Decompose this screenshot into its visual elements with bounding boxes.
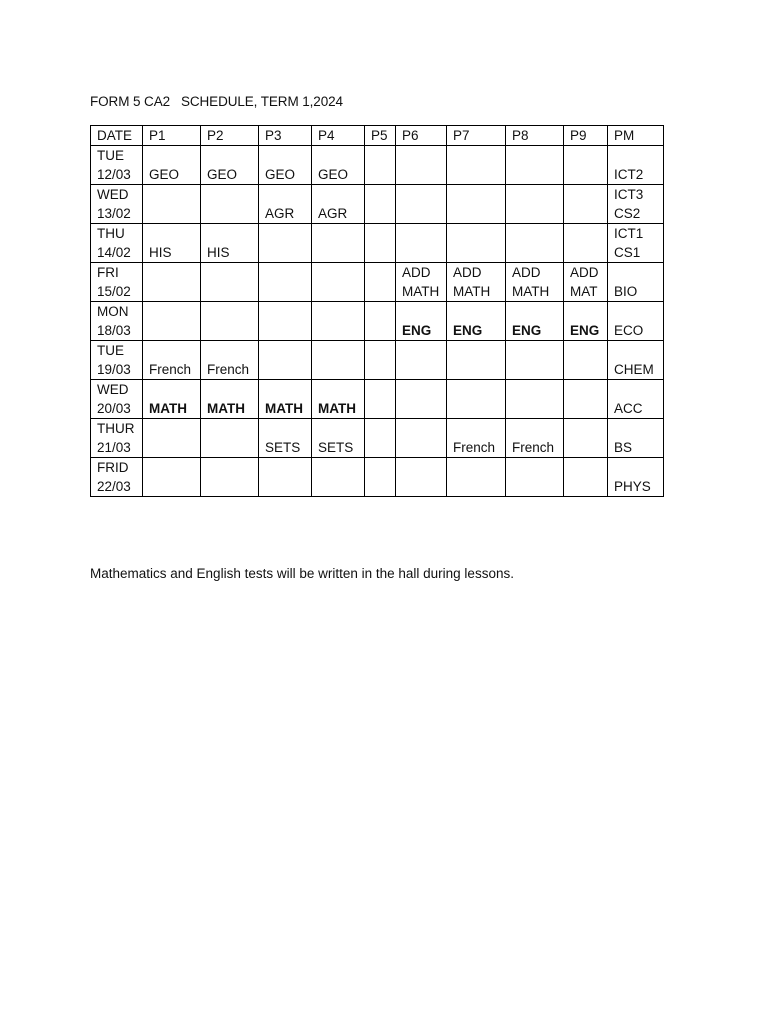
schedule-cell bbox=[312, 458, 365, 497]
schedule-cell bbox=[312, 185, 365, 224]
schedule-cell bbox=[259, 458, 312, 497]
schedule-cell bbox=[396, 302, 447, 341]
cell-line: MATH bbox=[265, 401, 303, 416]
schedule-cell bbox=[396, 341, 447, 380]
schedule-cell bbox=[259, 185, 312, 224]
day-label: THU bbox=[97, 226, 125, 241]
date-label: 12/03 bbox=[97, 167, 131, 182]
schedule-cell bbox=[201, 380, 259, 419]
cell-line: GEO bbox=[318, 167, 349, 182]
date-cell bbox=[91, 146, 143, 185]
column-header: P8 bbox=[506, 126, 564, 146]
schedule-cell bbox=[564, 302, 608, 341]
schedule-cell bbox=[608, 302, 664, 341]
schedule-cell bbox=[447, 419, 506, 458]
schedule-cell bbox=[506, 341, 564, 380]
schedule-cell bbox=[608, 458, 664, 497]
schedule-cell bbox=[143, 458, 201, 497]
date-cell bbox=[91, 419, 143, 458]
schedule-cell bbox=[506, 458, 564, 497]
schedule-cell bbox=[447, 341, 506, 380]
cell-line: French bbox=[453, 440, 496, 455]
schedule-cell bbox=[143, 224, 201, 263]
day-label: TUE bbox=[97, 343, 124, 358]
header-row bbox=[91, 126, 664, 146]
date-label: 14/02 bbox=[97, 245, 131, 260]
schedule-cell bbox=[447, 302, 506, 341]
schedule-cell bbox=[259, 224, 312, 263]
cell-line: AGR bbox=[265, 206, 295, 221]
cell-line: ADD bbox=[570, 265, 599, 280]
column-header: PM bbox=[608, 126, 664, 146]
schedule-cell bbox=[143, 263, 201, 302]
schedule-cell bbox=[608, 146, 664, 185]
schedule-cell bbox=[365, 224, 396, 263]
cell-line: MATH bbox=[453, 284, 491, 299]
cell-line: MATH bbox=[402, 284, 440, 299]
schedule-cell bbox=[396, 380, 447, 419]
schedule-cell bbox=[564, 341, 608, 380]
schedule-cell bbox=[143, 185, 201, 224]
day-label: THUR bbox=[97, 421, 135, 436]
schedule-cell bbox=[201, 458, 259, 497]
schedule-cell bbox=[447, 458, 506, 497]
schedule-cell bbox=[608, 341, 664, 380]
column-header: P3 bbox=[259, 126, 312, 146]
cell-line: French bbox=[512, 440, 555, 455]
date-label: 22/03 bbox=[97, 479, 131, 494]
schedule-cell bbox=[259, 263, 312, 302]
schedule-cell bbox=[312, 263, 365, 302]
schedule-cell bbox=[259, 380, 312, 419]
schedule-cell bbox=[259, 146, 312, 185]
schedule-cell bbox=[506, 419, 564, 458]
cell-line: ENG bbox=[453, 323, 483, 338]
column-header: P9 bbox=[564, 126, 608, 146]
schedule-cell bbox=[608, 185, 664, 224]
cell-line: French bbox=[207, 362, 250, 377]
schedule-cell bbox=[365, 263, 396, 302]
cell-line: ENG bbox=[402, 323, 432, 338]
schedule-cell bbox=[259, 419, 312, 458]
footnote: Mathematics and English tests will be written in the hall during lessons. bbox=[90, 566, 514, 581]
schedule-cell bbox=[143, 419, 201, 458]
schedule-cell bbox=[564, 380, 608, 419]
schedule-cell bbox=[312, 302, 365, 341]
schedule-cell bbox=[564, 146, 608, 185]
cell-line: MATH bbox=[318, 401, 356, 416]
date-label: 20/03 bbox=[97, 401, 131, 416]
cell-line: GEO bbox=[149, 167, 180, 182]
schedule-cell bbox=[564, 458, 608, 497]
cell-line: CS2 bbox=[614, 206, 641, 221]
schedule-cell bbox=[608, 263, 664, 302]
schedule-cell bbox=[447, 146, 506, 185]
schedule-cell bbox=[365, 380, 396, 419]
schedule-cell bbox=[506, 146, 564, 185]
cell-line: BS bbox=[614, 440, 633, 455]
day-label: FRID bbox=[97, 460, 129, 475]
cell-line: ADD bbox=[402, 265, 431, 280]
column-header: P5 bbox=[365, 126, 396, 146]
schedule-cell bbox=[506, 185, 564, 224]
cell-line: MAT bbox=[570, 284, 598, 299]
day-label: MON bbox=[97, 304, 129, 319]
date-label: 13/02 bbox=[97, 206, 131, 221]
schedule-cell bbox=[312, 146, 365, 185]
date-cell bbox=[91, 380, 143, 419]
schedule-cell bbox=[201, 302, 259, 341]
date-cell bbox=[91, 458, 143, 497]
schedule-cell bbox=[312, 341, 365, 380]
schedule-cell bbox=[259, 341, 312, 380]
schedule-cell bbox=[201, 419, 259, 458]
date-label: 21/03 bbox=[97, 440, 131, 455]
schedule-cell bbox=[365, 458, 396, 497]
table-row bbox=[91, 341, 664, 380]
day-label: WED bbox=[97, 382, 129, 397]
schedule-cell bbox=[506, 224, 564, 263]
table-row bbox=[91, 380, 664, 419]
schedule-cell bbox=[312, 224, 365, 263]
column-header: DATE bbox=[91, 126, 143, 146]
schedule-cell bbox=[506, 302, 564, 341]
table-row bbox=[91, 146, 664, 185]
cell-line: ACC bbox=[614, 401, 643, 416]
column-header: P7 bbox=[447, 126, 506, 146]
cell-line: SETS bbox=[265, 440, 301, 455]
schedule-cell bbox=[201, 185, 259, 224]
column-header: P4 bbox=[312, 126, 365, 146]
page-title: FORM 5 CA2 SCHEDULE, TERM 1,2024 bbox=[90, 94, 343, 109]
column-header: P1 bbox=[143, 126, 201, 146]
schedule-cell bbox=[564, 263, 608, 302]
cell-line: GEO bbox=[265, 167, 296, 182]
cell-line: ENG bbox=[570, 323, 600, 338]
cell-line: MATH bbox=[207, 401, 245, 416]
schedule-cell bbox=[447, 224, 506, 263]
schedule-cell bbox=[201, 224, 259, 263]
cell-line: PHYS bbox=[614, 479, 651, 494]
cell-line: ECO bbox=[614, 323, 644, 338]
schedule-cell bbox=[365, 419, 396, 458]
schedule-cell bbox=[396, 146, 447, 185]
date-label: 18/03 bbox=[97, 323, 131, 338]
schedule-cell bbox=[201, 341, 259, 380]
schedule-cell bbox=[447, 380, 506, 419]
schedule-cell bbox=[143, 341, 201, 380]
table-row bbox=[91, 224, 664, 263]
schedule-cell bbox=[396, 458, 447, 497]
cell-line: French bbox=[149, 362, 192, 377]
schedule-cell bbox=[564, 185, 608, 224]
schedule-cell bbox=[506, 380, 564, 419]
date-cell bbox=[91, 341, 143, 380]
cell-line: ENG bbox=[512, 323, 542, 338]
date-label: 19/03 bbox=[97, 362, 131, 377]
schedule-cell bbox=[447, 185, 506, 224]
schedule-cell bbox=[506, 263, 564, 302]
schedule-cell bbox=[312, 419, 365, 458]
schedule-cell bbox=[201, 263, 259, 302]
date-cell bbox=[91, 224, 143, 263]
day-label: WED bbox=[97, 187, 129, 202]
table-row bbox=[91, 458, 664, 497]
column-header: P6 bbox=[396, 126, 447, 146]
schedule-cell bbox=[608, 380, 664, 419]
schedule-cell bbox=[608, 419, 664, 458]
schedule-cell bbox=[396, 263, 447, 302]
table-row bbox=[91, 263, 664, 302]
schedule-cell bbox=[365, 185, 396, 224]
table-row bbox=[91, 419, 664, 458]
cell-line: ICT3 bbox=[614, 187, 644, 202]
schedule-cell bbox=[564, 224, 608, 263]
schedule-cell bbox=[143, 380, 201, 419]
cell-line: CS1 bbox=[614, 245, 641, 260]
table-row bbox=[91, 302, 664, 341]
date-label: 15/02 bbox=[97, 284, 131, 299]
schedule-cell bbox=[396, 224, 447, 263]
cell-line: HIS bbox=[149, 245, 172, 260]
day-label: TUE bbox=[97, 148, 124, 163]
cell-line: ICT2 bbox=[614, 167, 644, 182]
cell-line: CHEM bbox=[614, 362, 654, 377]
cell-line: ADD bbox=[512, 265, 541, 280]
schedule-cell bbox=[365, 146, 396, 185]
cell-line: MATH bbox=[149, 401, 187, 416]
cell-line: MATH bbox=[512, 284, 550, 299]
column-header: P2 bbox=[201, 126, 259, 146]
schedule-cell bbox=[143, 146, 201, 185]
schedule-cell bbox=[143, 302, 201, 341]
schedule-cell bbox=[312, 380, 365, 419]
schedule-cell bbox=[365, 302, 396, 341]
schedule-cell bbox=[564, 419, 608, 458]
cell-line: HIS bbox=[207, 245, 230, 260]
schedule-cell bbox=[396, 419, 447, 458]
schedule-table bbox=[90, 125, 664, 497]
cell-line: AGR bbox=[318, 206, 348, 221]
date-cell bbox=[91, 263, 143, 302]
cell-line: GEO bbox=[207, 167, 238, 182]
schedule-cell bbox=[447, 263, 506, 302]
cell-line: BIO bbox=[614, 284, 638, 299]
date-cell bbox=[91, 302, 143, 341]
cell-line: SETS bbox=[318, 440, 354, 455]
schedule-cell bbox=[608, 224, 664, 263]
schedule-cell bbox=[396, 185, 447, 224]
day-label: FRI bbox=[97, 265, 119, 280]
cell-line: ICT1 bbox=[614, 226, 644, 241]
date-cell bbox=[91, 185, 143, 224]
schedule-cell bbox=[365, 341, 396, 380]
table-row bbox=[91, 185, 664, 224]
schedule-cell bbox=[259, 302, 312, 341]
cell-line: ADD bbox=[453, 265, 482, 280]
schedule-cell bbox=[201, 146, 259, 185]
